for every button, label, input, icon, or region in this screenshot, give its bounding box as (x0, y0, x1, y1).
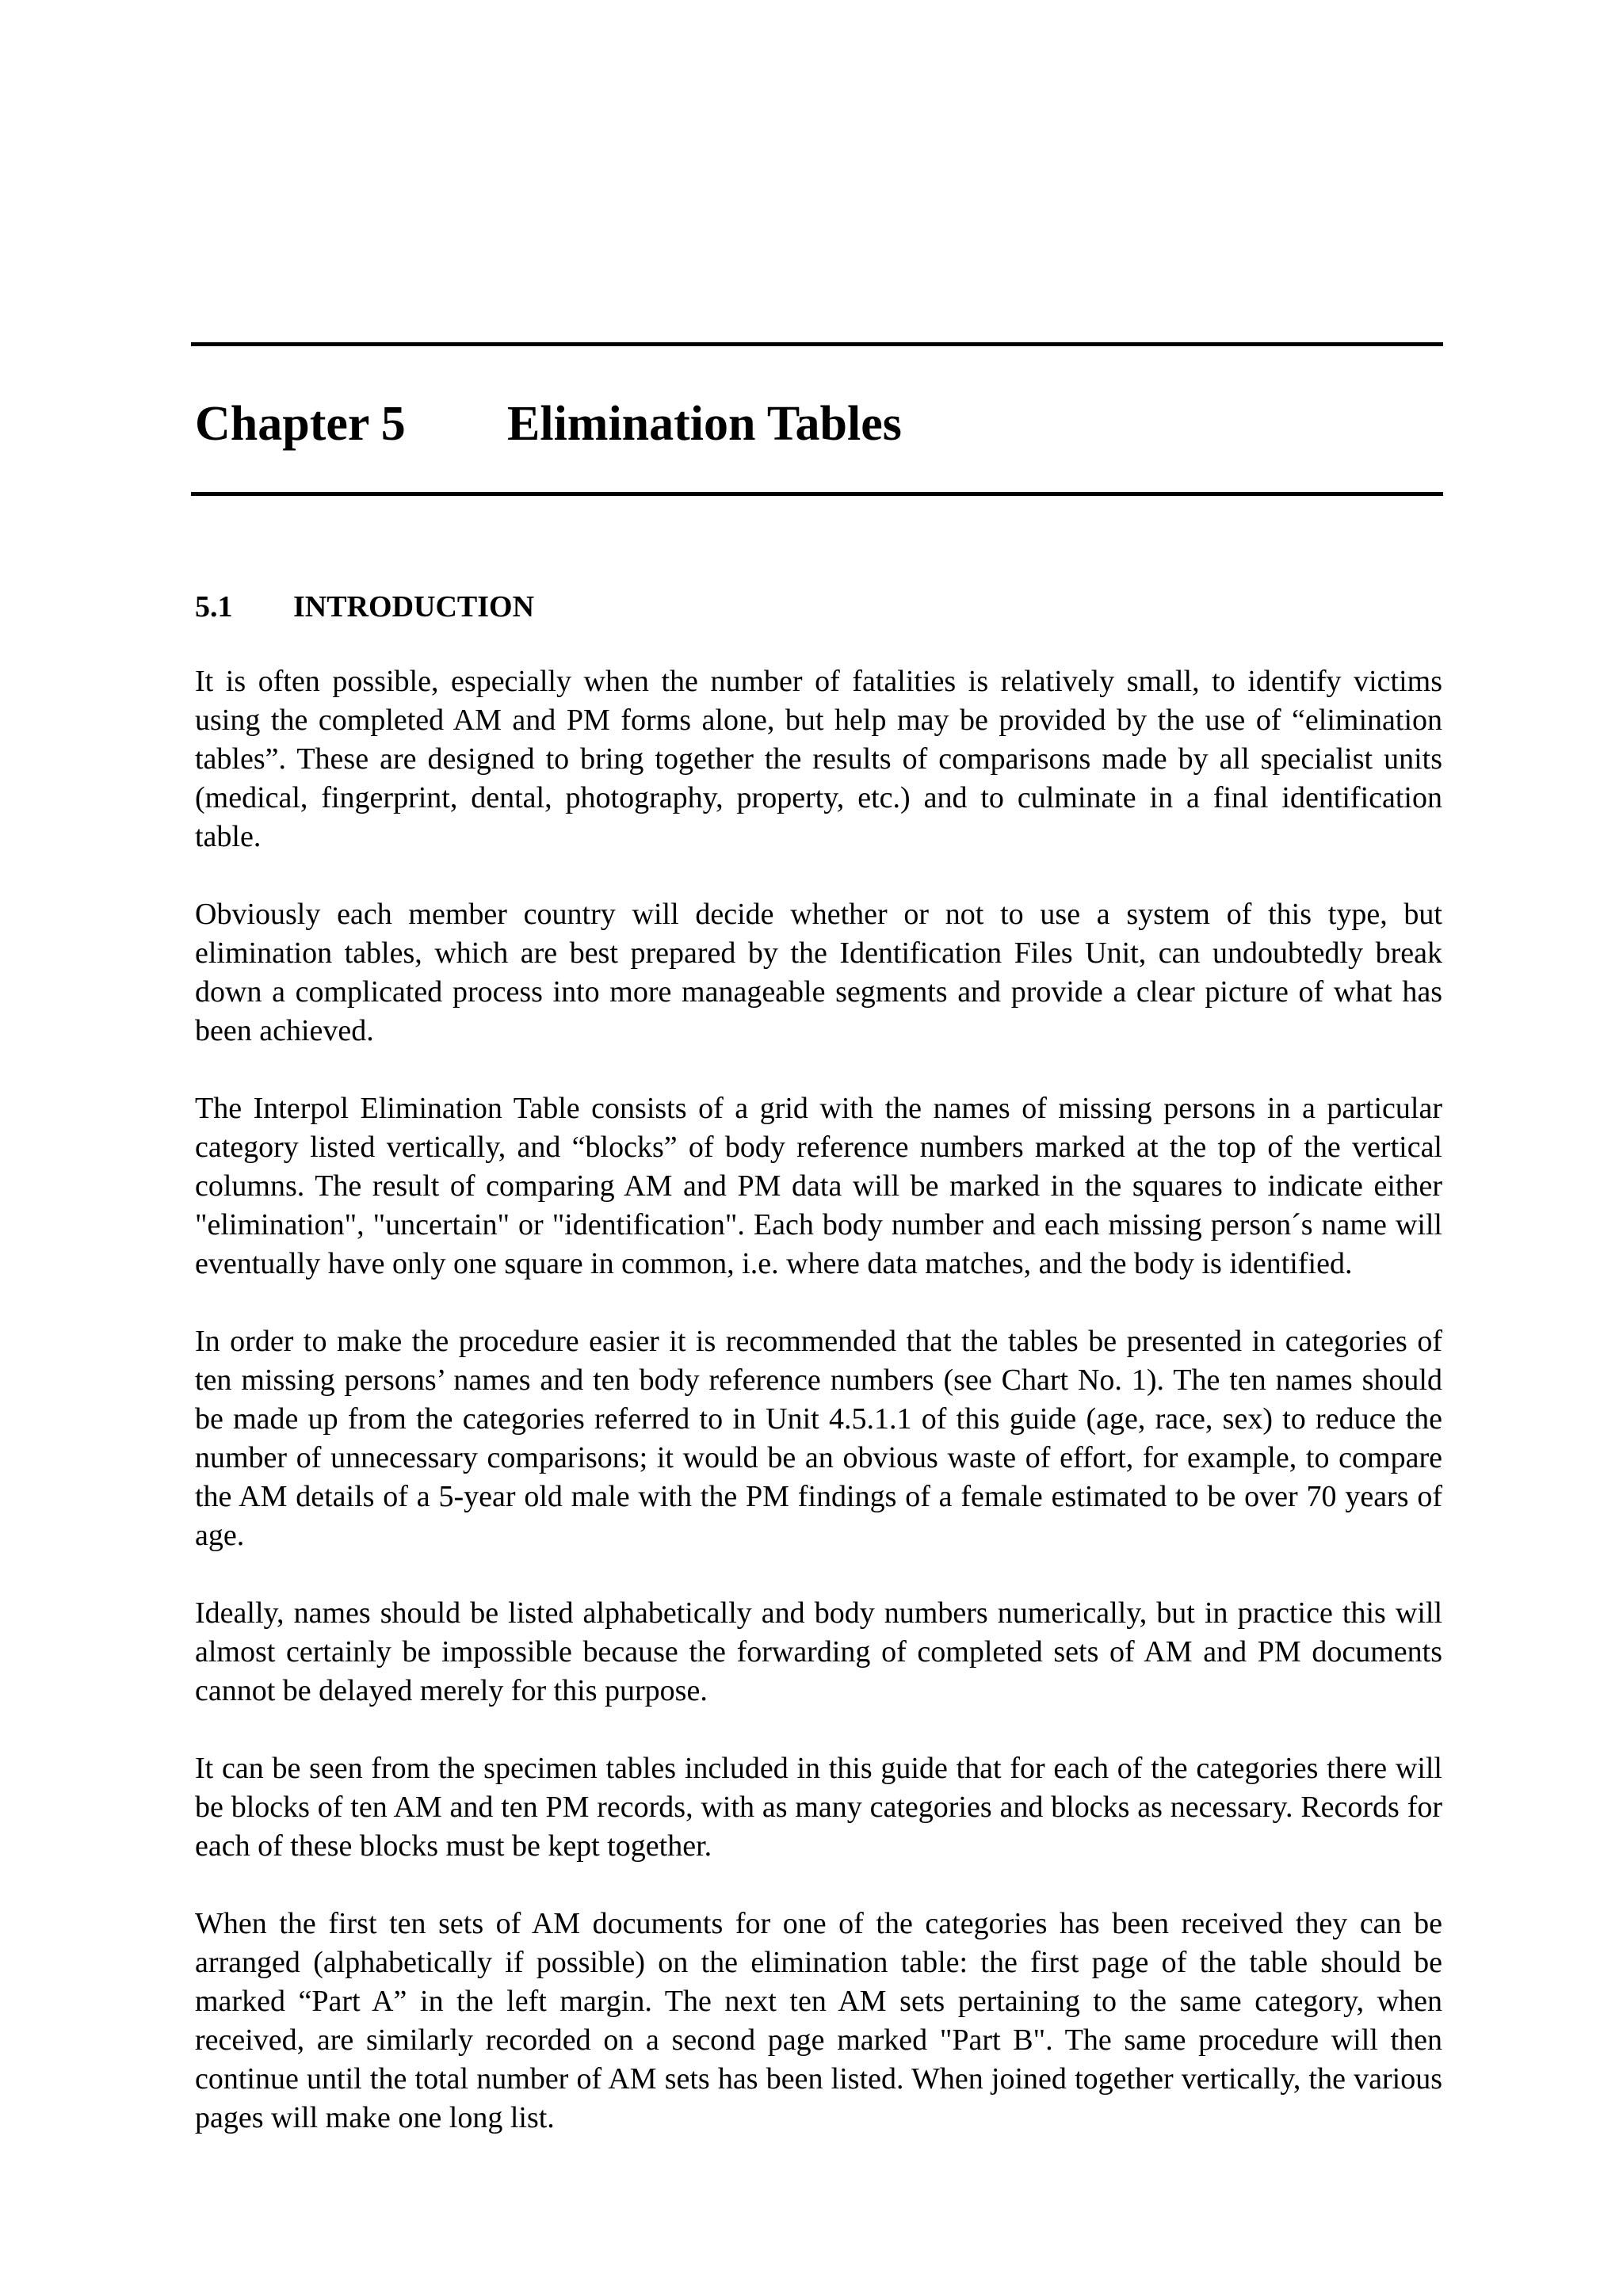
paragraph: The Interpol Elimination Table consists of a grid with the names of missing persons in a particular category listed vertically, and “blocks” of body reference numbers marked at the top of the vertical columns. The result of comparing AM and PM data will be marked in the squares to indicate either "elimination", "uncertain" or "identification". Each body number and each missing person´s name will eventually have only one square in common, i.e. where data matches, and the body is identified. (195, 1092, 1442, 1280)
body-text (195, 662, 1442, 2138)
paragraph: Obviously each member country will decide whether or not to use a system of this type, but elimination tables, which are best prepared by the Identification Files Unit, can undoubtedly break down a complicated process into more manageable segments and provide a clear picture of what has been achieved. (195, 898, 1442, 1047)
section-number: 5.1 (195, 590, 233, 624)
paragraph: In order to make the procedure easier it is recommended that the tables be presented in categories of ten missing persons’ names and ten body reference numbers (see Chart No. 1). The ten names should be made up from the categories referred to in Unit 4.5.1.1 of this guide (age, race, sex) to reduce the number of unnecessary comparisons; it would be an obvious waste of effort, for example, to compare the AM details of a 5-year old male with the PM findings of a female estimated to be over 70 years of age. (195, 1325, 1442, 1552)
chapter-heading (195, 388, 1439, 460)
chapter-title: Elimination Tables (507, 397, 902, 451)
chapter-bottom-rule (191, 492, 1443, 496)
paragraph: It can be seen from the specimen tables included in this guide that for each of the categories there will be blocks of ten AM and ten PM records, with as many categories and blocks as necessary. Records for each of these blocks must be kept together. (195, 1752, 1442, 1863)
chapter-number: Chapter 5 (195, 397, 406, 451)
section-title: INTRODUCTION (293, 590, 535, 624)
paragraph: Ideally, names should be listed alphabetically and body numbers numerically, but in practice this will almost certainly be impossible because the forwarding of completed sets of AM and PM documents cannot be delayed merely for this purpose. (195, 1596, 1442, 1707)
chapter-top-rule (191, 342, 1443, 346)
paragraph: It is often possible, especially when the number of fatalities is relatively small, to identify victims using the completed AM and PM forms alone, but help may be provided by the use of “elimination tables”. These are designed to bring together the results of comparisons made by all specialist units (medical, fingerprint, dental, photography, property, etc.) and to culminate in a final identification table. (195, 665, 1442, 853)
paragraph: When the first ten sets of AM documents for one of the categories has been received they can be arranged (alphabetically if possible) on the elimination table: the first page of the table should be marked “Part A” in the left margin. The next ten AM sets pertaining to the same category, when received, are similarly recorded on a second page marked "Part B". The same procedure will then continue until the total number of AM sets has been listed. When joined together vertically, the various pages will make one long list. (195, 1907, 1442, 2134)
